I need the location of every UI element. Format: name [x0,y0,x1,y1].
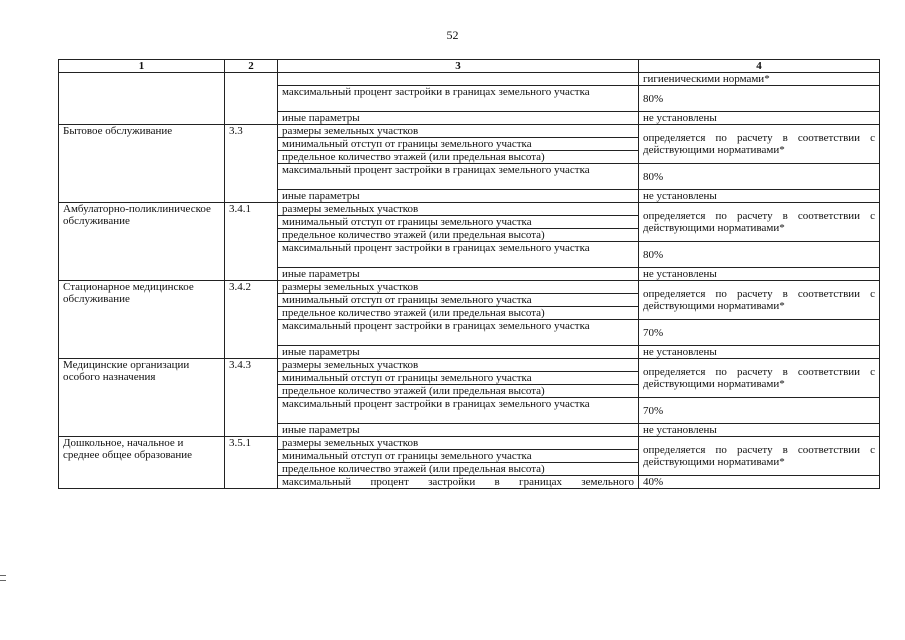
param-label-cell: максимальный процент застройки в границах земельного участка [278,242,639,268]
param-label-cell: размеры земельных участков [278,203,639,216]
param-value-cell: определяется по расчету в соответствии с действующими нормативами* [639,437,880,476]
param-value-cell: 80% [639,86,880,112]
margin-mark [0,575,6,576]
param-label-cell: иные параметры [278,268,639,281]
param-label-cell: предельное количество этажей (или предельная высота) [278,229,639,242]
param-label-cell: предельное количество этажей (или предельная высота) [278,151,639,164]
param-value-cell: не установлены [639,424,880,437]
param-value-cell: не установлены [639,346,880,359]
param-value-cell: 40% [639,476,880,489]
param-value-cell: не установлены [639,112,880,125]
param-label-cell [278,73,639,86]
param-value-cell: определяется по расчету в соответствии с действующими нормативами* [639,359,880,398]
margin-mark [0,580,6,581]
group-name-cell: Амбулаторно-поликлиническое обслуживание [59,203,225,281]
param-label-cell: максимальный процент застройки в границах земельного участка [278,164,639,190]
param-label-cell: размеры земельных участков [278,437,639,450]
param-label-cell: иные параметры [278,346,639,359]
param-label-cell: размеры земельных участков [278,359,639,372]
param-label-cell: предельное количество этажей (или предельная высота) [278,463,639,476]
param-value-cell: 70% [639,320,880,346]
param-value-cell: не установлены [639,190,880,203]
param-value-cell: 80% [639,242,880,268]
table-row [59,203,880,216]
param-value-cell: гигиеническими нормами* [639,73,880,86]
param-value-cell: определяется по расчету в соответствии с действующими нормативами* [639,203,880,242]
header-col-1: 1 [59,60,225,73]
table-header-row [59,60,880,73]
group-code-cell: 3.5.1 [225,437,278,489]
header-col-2: 2 [225,60,278,73]
param-value-cell: не установлены [639,268,880,281]
param-value-cell: 80% [639,164,880,190]
page-number: 52 [446,28,459,42]
param-label-cell: иные параметры [278,190,639,203]
table-row [59,281,880,294]
param-label-cell: иные параметры [278,424,639,437]
param-label-cell: предельное количество этажей (или предельная высота) [278,307,639,320]
header-col-3: 3 [278,60,639,73]
group-code-cell [225,73,278,125]
group-code-cell: 3.4.2 [225,281,278,359]
group-code-cell: 3.4.1 [225,203,278,281]
param-label-cell: минимальный отступ от границы земельного участка [278,216,639,229]
table-row [59,359,880,372]
param-label-cell: минимальный отступ от границы земельного участка [278,294,639,307]
table-row [59,125,880,138]
param-value-cell: 70% [639,398,880,424]
param-label-cell: максимальный процент застройки в границах земельного участка [278,320,639,346]
param-label-cell: минимальный отступ от границы земельного участка [278,372,639,385]
param-label-cell: максимальный процент застройки в границах земельного участка [278,398,639,424]
group-name-cell: Медицинские организации особого назначения [59,359,225,437]
header-col-4: 4 [639,60,880,73]
group-code-cell: 3.4.3 [225,359,278,437]
param-label-cell: предельное количество этажей (или предельная высота) [278,385,639,398]
param-label-cell: размеры земельных участков [278,281,639,294]
table-row [59,437,880,450]
param-value-cell: определяется по расчету в соответствии с действующими нормативами* [639,281,880,320]
param-label-cell: минимальный отступ от границы земельного участка [278,138,639,151]
group-name-cell: Стационарное медицинское обслуживание [59,281,225,359]
group-name-cell [59,73,225,125]
group-name-cell: Дошкольное, начальное и среднее общее образование [59,437,225,489]
param-label-cell: размеры земельных участков [278,125,639,138]
param-label-cell: иные параметры [278,112,639,125]
land-use-parameters-table [58,59,880,489]
param-value-cell: определяется по расчету в соответствии с действующими нормативами* [639,125,880,164]
param-label-cell: максимальный процент застройки в границах земельного участка [278,86,639,112]
table-row [59,73,880,86]
group-code-cell: 3.3 [225,125,278,203]
param-label-cell: максимальный процент застройки в границах земельного [278,476,639,489]
param-label-cell: минимальный отступ от границы земельного участка [278,450,639,463]
group-name-cell: Бытовое обслуживание [59,125,225,203]
